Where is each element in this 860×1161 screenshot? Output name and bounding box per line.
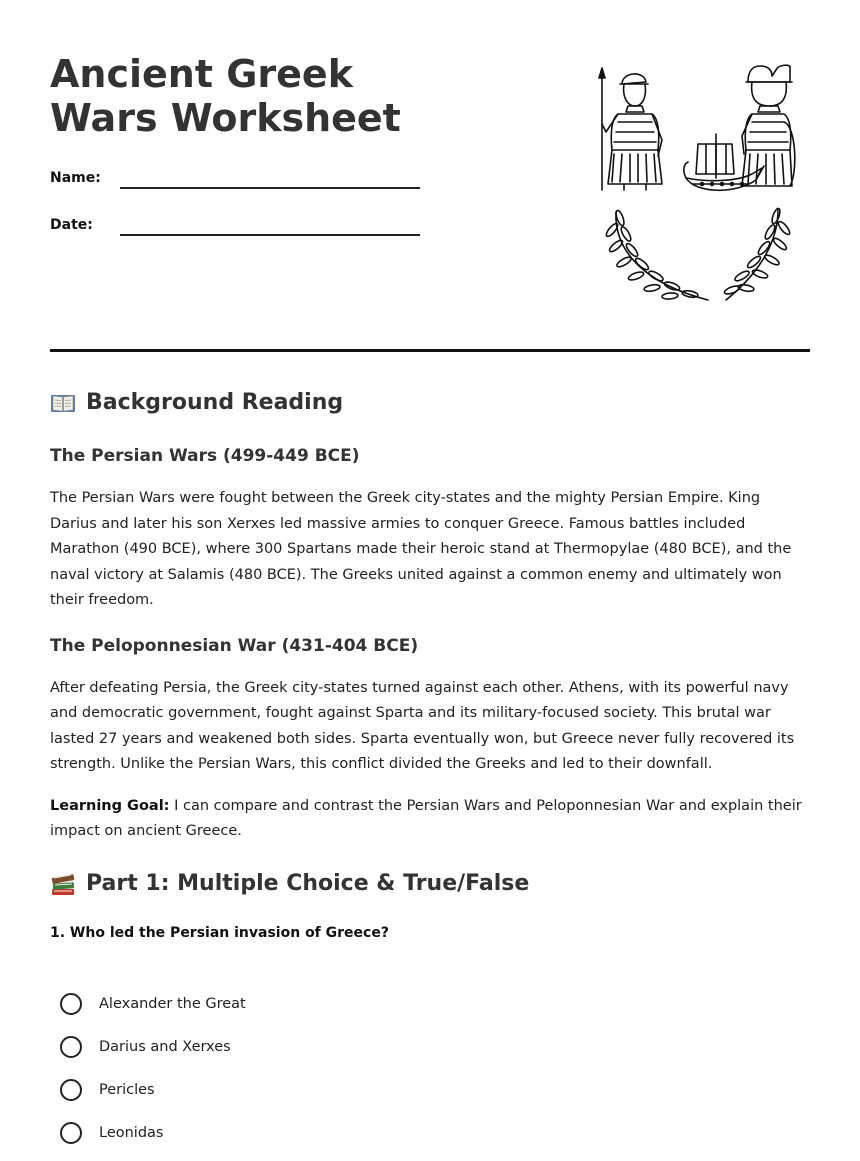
header-divider bbox=[50, 349, 810, 352]
part1-heading-text: Part 1: Multiple Choice & True/False bbox=[86, 870, 530, 896]
learning-goal-text: I can compare and contrast the Persian Wars and Peloponnesian War and explain their impact on ancient Greece. bbox=[50, 797, 802, 839]
option-label: Alexander the Great bbox=[99, 996, 246, 1012]
option-label: Darius and Xerxes bbox=[99, 1039, 231, 1055]
name-field-row bbox=[50, 163, 420, 189]
option-d[interactable] bbox=[60, 1112, 810, 1155]
book-icon bbox=[50, 391, 76, 415]
persian-wars-body: The Persian Wars were fought between the Greek city-states and the mighty Persian Empire. King Darius and later his son Xerxes led massive armies to conquer Greece. Famous battles included Marathon (490 BCE), where 300 Spartans made their heroic stand at Thermopylae (480 BCE), and the naval victory at Salamis (480 BCE). The Greeks united against a common enemy and ultimately won their freedom. bbox=[50, 490, 792, 608]
date-field[interactable] bbox=[120, 210, 420, 236]
page-title: Ancient Greek Wars Worksheet bbox=[50, 52, 401, 140]
option-label: Pericles bbox=[99, 1082, 155, 1098]
question-1 bbox=[50, 925, 810, 1155]
question-1-text: 1. Who led the Persian invasion of Greece? bbox=[50, 924, 389, 941]
worksheet-content bbox=[50, 386, 810, 1155]
right-warrior-icon bbox=[742, 65, 795, 186]
laurel-branch-left-icon bbox=[605, 209, 708, 300]
learning-goal-label: Learning Goal: bbox=[50, 797, 170, 814]
radio-button[interactable] bbox=[60, 1079, 82, 1101]
books-icon bbox=[50, 872, 76, 896]
date-field-row bbox=[50, 210, 420, 236]
option-label: Leonidas bbox=[99, 1125, 164, 1141]
background-heading bbox=[50, 386, 810, 420]
option-b[interactable] bbox=[60, 1026, 810, 1069]
peloponnesian-war-body: After defeating Persia, the Greek city-states turned against each other. Athens, with its powerful navy and democratic government, fought against Sparta and its military-focused society. This brutal war lasted 27 years and weakened both sides. Sparta eventually won, but Greece never fully recovered its strength. Unlike the Persian Wars, this conflict divided the Greeks and led to their downfall. bbox=[50, 679, 795, 772]
learning-goal bbox=[50, 794, 810, 845]
greek-warriors-illustration bbox=[546, 62, 796, 317]
radio-button[interactable] bbox=[60, 1036, 82, 1058]
part1-heading bbox=[50, 867, 810, 901]
name-field[interactable] bbox=[120, 163, 420, 189]
worksheet-header bbox=[50, 0, 810, 300]
radio-button[interactable] bbox=[60, 1122, 82, 1144]
name-label: Name: bbox=[50, 170, 101, 186]
left-warrior-icon bbox=[599, 68, 662, 190]
persian-wars-title: The Persian Wars (499-449 BCE) bbox=[50, 446, 360, 466]
peloponnesian-war-title: The Peloponnesian War (431-404 BCE) bbox=[50, 635, 419, 656]
laurel-branch-right-icon bbox=[723, 207, 791, 300]
option-c[interactable] bbox=[60, 1069, 810, 1112]
option-a[interactable] bbox=[60, 983, 810, 1026]
radio-button[interactable] bbox=[60, 993, 82, 1015]
date-label: Date: bbox=[50, 217, 93, 233]
background-heading-text: Background Reading bbox=[86, 390, 344, 415]
question-1-options bbox=[50, 983, 810, 1155]
